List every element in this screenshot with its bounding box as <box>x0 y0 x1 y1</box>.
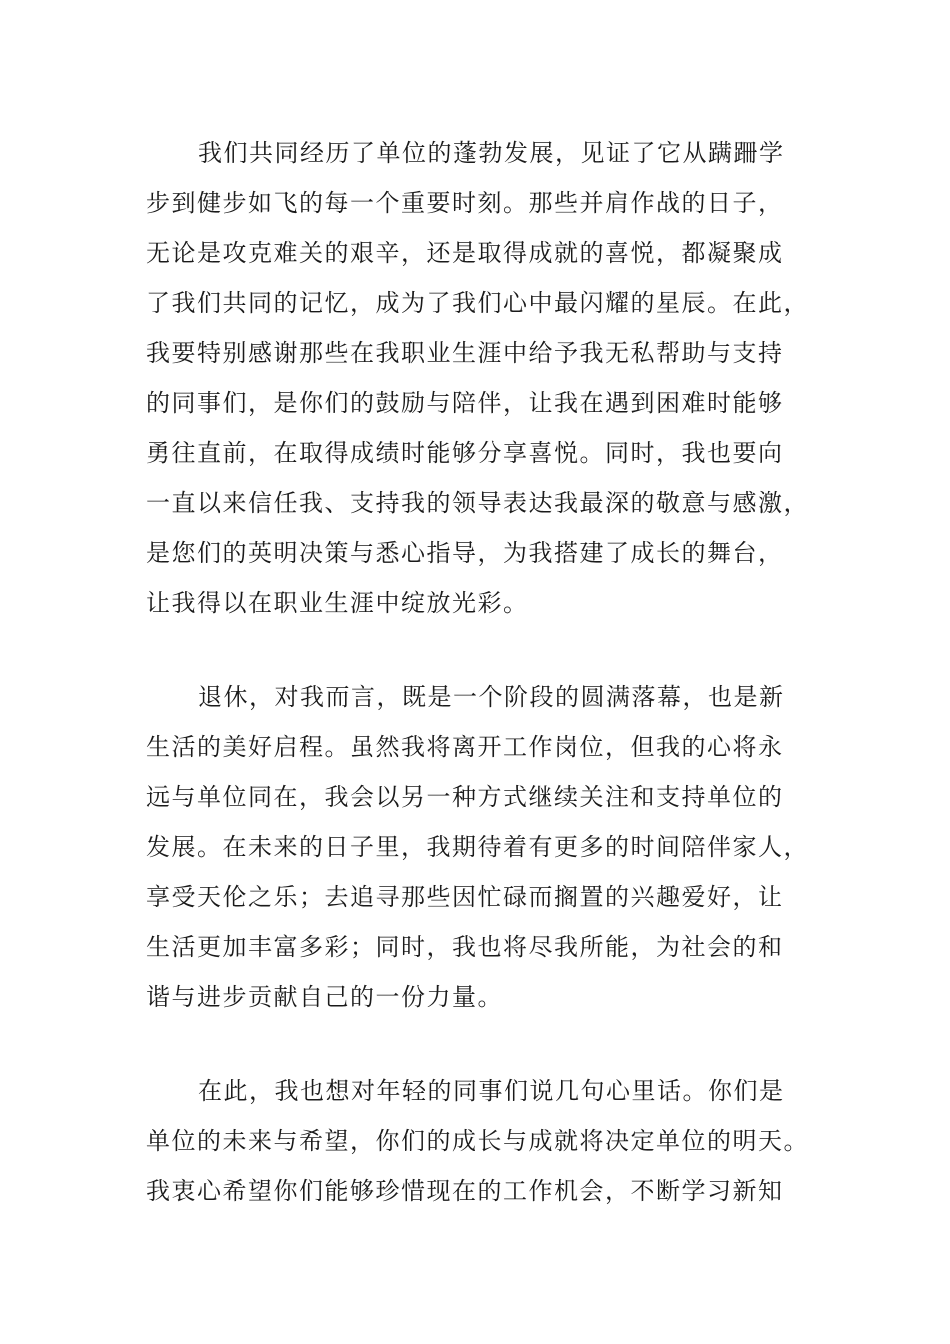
paragraph-line: 让我得以在职业生涯中绽放光彩。 <box>146 589 529 617</box>
paragraph-line: 一直以来信任我、支持我的领导表达我最深的敬意与感激， <box>146 489 809 517</box>
paragraph-2 <box>146 672 809 1022</box>
paragraph-line: 步到健步如飞的每一个重要时刻。那些并肩作战的日子， <box>146 189 784 217</box>
paragraph-line: 是您们的英明决策与悉心指导，为我搭建了成长的舞台， <box>146 539 784 567</box>
paragraph-line: 我要特别感谢那些在我职业生涯中给予我无私帮助与支持 <box>146 339 784 367</box>
paragraph-line: 单位的未来与希望，你们的成长与成就将决定单位的明天。 <box>146 1127 809 1155</box>
paragraph-line: 我衷心希望你们能够珍惜现在的工作机会，不断学习新知 <box>146 1177 784 1205</box>
paragraph-line: 享受天伦之乐；去追寻那些因忙碌而搁置的兴趣爱好，让 <box>146 883 784 911</box>
paragraph-line: 我们共同经历了单位的蓬勃发展，见证了它从蹒跚学 <box>198 139 785 167</box>
paragraph-3 <box>146 1066 809 1216</box>
paragraph-line: 谐与进步贡献自己的一份力量。 <box>146 983 503 1011</box>
paragraph-line: 远与单位同在，我会以另一种方式继续关注和支持单位的 <box>146 783 784 811</box>
paragraph-1 <box>146 128 809 628</box>
paragraph-line: 勇往直前，在取得成绩时能够分享喜悦。同时，我也要向 <box>146 439 784 467</box>
paragraph-line: 生活更加丰富多彩；同时，我也将尽我所能，为社会的和 <box>146 933 784 961</box>
paragraph-line: 了我们共同的记忆，成为了我们心中最闪耀的星辰。在此， <box>146 289 809 317</box>
document-body <box>146 128 809 1260</box>
paragraph-line: 发展。在未来的日子里，我期待着有更多的时间陪伴家人， <box>146 833 809 861</box>
paragraph-line: 的同事们，是你们的鼓励与陪伴，让我在遇到困难时能够 <box>146 389 784 417</box>
paragraph-line: 生活的美好启程。虽然我将离开工作岗位，但我的心将永 <box>146 733 784 761</box>
paragraph-line: 在此，我也想对年轻的同事们说几句心里话。你们是 <box>198 1077 785 1105</box>
paragraph-line: 无论是攻克难关的艰辛，还是取得成就的喜悦，都凝聚成 <box>146 239 784 267</box>
paragraph-line: 退休，对我而言，既是一个阶段的圆满落幕，也是新 <box>198 683 785 711</box>
